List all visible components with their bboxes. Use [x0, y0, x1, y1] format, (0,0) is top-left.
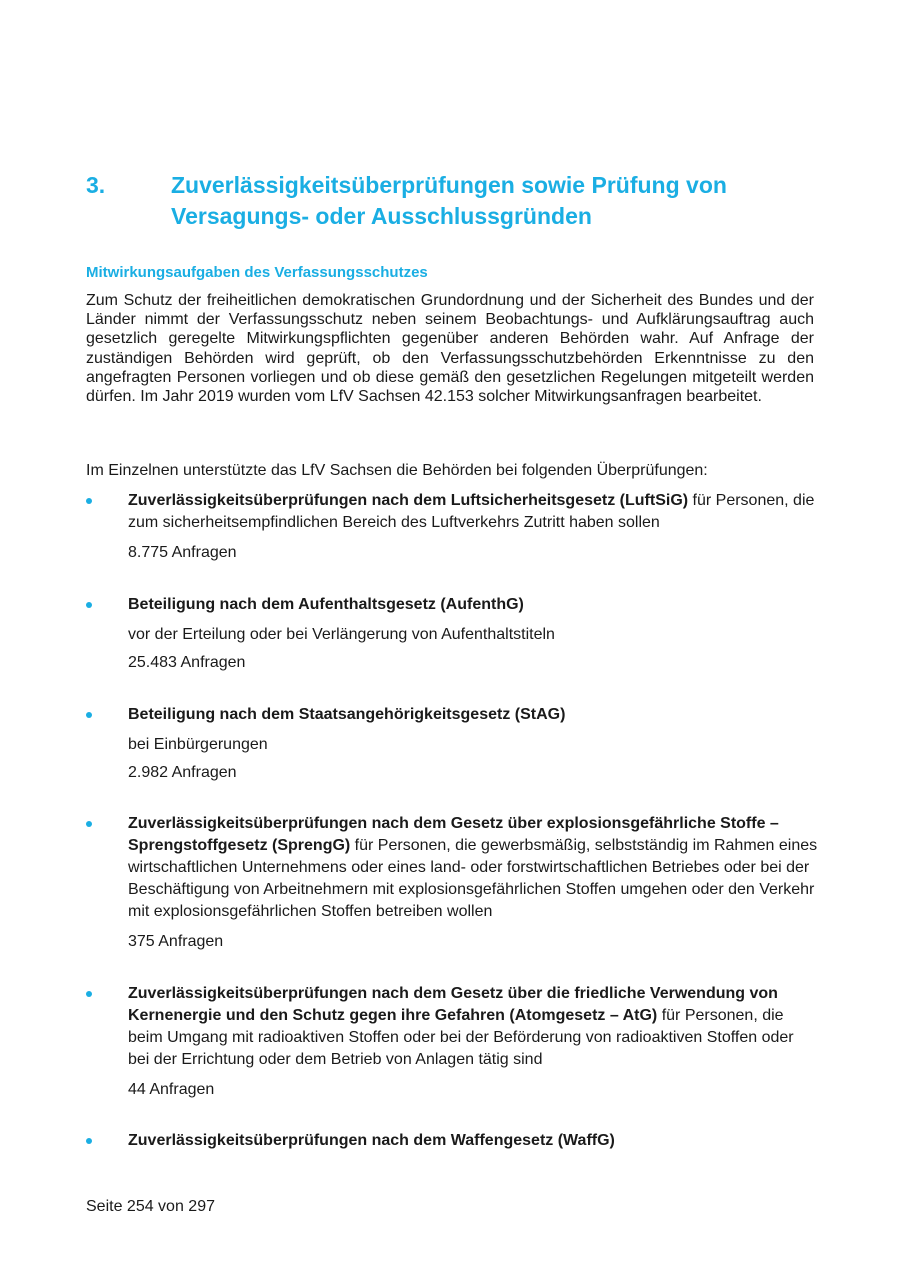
item-text: für Personen, die beim Umgang mit radioaktiven Stoffen oder bei der Beförderung von radioaktiven Stoffen oder bei der Errichtung oder dem Betrieb von Anlagen tätig sind [128, 1007, 794, 1068]
item-text: für Personen, die gewerbsmäßig, selbstständig im Rahmen eines wirtschaftlichen Unternehmens oder eines land- oder forstwirtschaftlichen Betriebes oder bei der Beschäftigung von Arbeitnehmern mit explosionsgefährlichen Stoffen umgehen oder den Verkehr mit explosionsgefährlichen Stoffen betreiben wollen [128, 837, 818, 920]
section-number: 3. [86, 172, 106, 198]
item-title: Zuverlässigkeitsüberprüfungen nach dem Waffengesetz (WaffG) [128, 1132, 615, 1149]
section-title: Zuverlässigkeitsüberprüfungen sowie Prüfung von Versagungs- oder Ausschlussgründen [171, 172, 727, 229]
list-item-body [128, 594, 818, 674]
list-item-body [128, 704, 818, 784]
item-count: 375 Anfragen [128, 933, 224, 950]
item-text: für Personen, die zum sicherheitsempfindlichen Bereich des Luftverkehrs Zutritt haben sollen [128, 492, 815, 531]
item-title: Zuverlässigkeitsüberprüfungen nach dem Luftsicherheitsgesetz (LuftSiG) [128, 492, 689, 509]
bullet-icon [86, 991, 92, 997]
item-title: Beteiligung nach dem Aufenthaltsgesetz (AufenthG) [128, 596, 524, 613]
item-title: Zuverlässigkeitsüberprüfungen nach dem Gesetz über die friedliche Verwendung von Kernenergie und den Schutz gegen ihre Gefahren (Atomgesetz – AtG) [128, 985, 778, 1024]
item-title: Beteiligung nach dem Staatsangehörigkeitsgesetz (StAG) [128, 706, 566, 723]
item-count: 25.483 Anfragen [128, 654, 246, 671]
item-detail: bei Einbürgerungen [128, 736, 268, 753]
page-footer: Seite 254 von 297 [86, 1198, 215, 1215]
list-item-body [128, 1130, 818, 1152]
item-title: Zuverlässigkeitsüberprüfungen nach dem Gesetz über explosionsgefährliche Stoffe – Sprengstoffgesetz (SprengG) [128, 815, 779, 854]
bullet-icon [86, 602, 92, 608]
item-count: 44 Anfragen [128, 1081, 215, 1098]
lead-paragraph: Im Einzelnen unterstützte das LfV Sachsen die Behörden bei folgenden Überprüfungen: [86, 462, 708, 479]
list-item-body [128, 983, 818, 1101]
list-item-body [128, 813, 818, 953]
bullet-icon [86, 821, 92, 827]
bullet-icon [86, 712, 92, 718]
subheading: Mitwirkungsaufgaben des Verfassungsschutzes [86, 264, 428, 281]
item-count: 2.982 Anfragen [128, 764, 237, 781]
list-item-body [128, 490, 818, 564]
item-detail: vor der Erteilung oder bei Verlängerung von Aufenthaltstiteln [128, 626, 555, 643]
bullet-icon [86, 1138, 92, 1144]
bullet-icon [86, 498, 92, 504]
intro-paragraph: Zum Schutz der freiheitlichen demokratischen Grundordnung und der Sicherheit des Bundes und der Länder nimmt der Verfassungsschutz neben seinem Beobachtungs- und Aufklärungsauftrag auch gesetzlich geregelte Mitwirkungspflichten gegenüber anderen Behörden wahr. Auf Anfrage der zuständigen Behörden wird geprüft, ob den Verfassungsschutzbehörden Erkenntnisse zu den angefragten Personen vorliegen und ob diese gemäß den gesetzlichen Regelungen mitgeteilt werden dürfen. Im Jahr 2019 wurden vom LfV Sachsen 42.153 solcher Mitwirkungsanfragen bearbeitet. [86, 292, 814, 406]
item-count: 8.775 Anfragen [128, 544, 237, 561]
